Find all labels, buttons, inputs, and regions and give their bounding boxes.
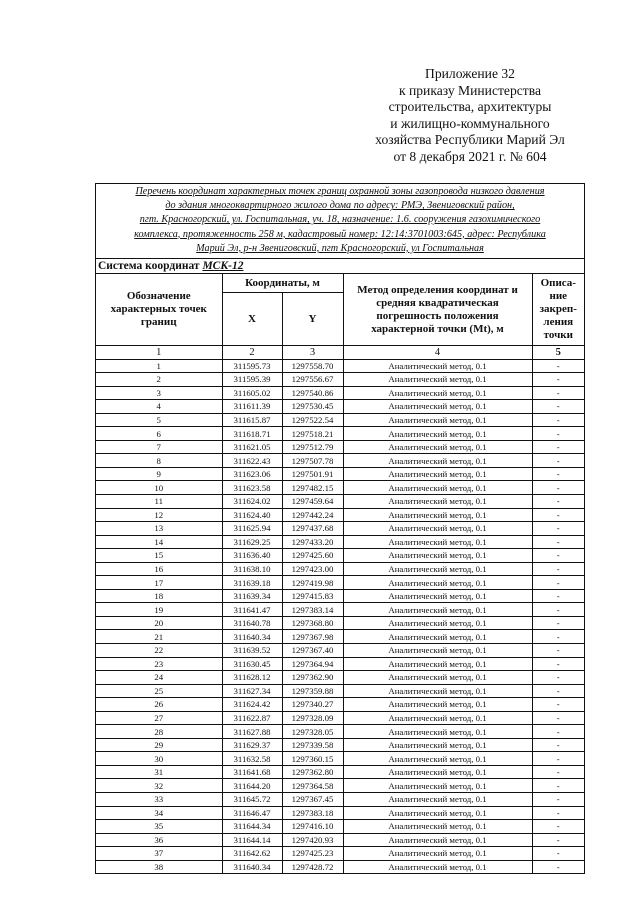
description-cell: - [532, 860, 584, 873]
point-number-cell: 13 [96, 522, 222, 536]
point-number-cell: 14 [96, 535, 222, 549]
header-y: Y [282, 293, 343, 346]
description-cell: - [532, 522, 584, 536]
header-coordinates: Координаты, м [222, 274, 343, 293]
column-number: 1 [96, 346, 222, 360]
column-number: 3 [282, 346, 343, 360]
point-number-cell: 17 [96, 576, 222, 590]
method-cell: Аналитический метод, 0.1 [343, 630, 532, 644]
x-coordinate-cell: 311621.05 [222, 440, 282, 454]
description-cell: - [532, 616, 584, 630]
description-cell: - [532, 549, 584, 563]
description-cell: - [532, 847, 584, 861]
method-cell: Аналитический метод, 0.1 [343, 779, 532, 793]
description-cell: - [532, 711, 584, 725]
y-coordinate-cell: 1297340.27 [282, 698, 343, 712]
point-number-cell: 3 [96, 386, 222, 400]
x-coordinate-cell: 311640.78 [222, 616, 282, 630]
x-coordinate-cell: 311640.34 [222, 630, 282, 644]
point-number-cell: 6 [96, 427, 222, 441]
point-number-cell: 7 [96, 440, 222, 454]
description-cell: - [532, 725, 584, 739]
x-coordinate-cell: 311624.40 [222, 508, 282, 522]
coordinate-system [96, 259, 584, 274]
coordinate-system-label: Система координат [98, 260, 200, 273]
list-description [96, 184, 584, 259]
table-row [96, 820, 584, 834]
point-number-cell: 10 [96, 481, 222, 495]
method-cell: Аналитический метод, 0.1 [343, 386, 532, 400]
table-row [96, 549, 584, 563]
point-number-cell: 20 [96, 616, 222, 630]
header-x: X [222, 293, 282, 346]
description-cell: - [532, 400, 584, 414]
table-row [96, 644, 584, 658]
description-cell: - [532, 644, 584, 658]
description-line: до здания многоквартирного жилого дома по адресу: РМЭ, Звениговский район, [165, 200, 515, 212]
method-cell: Аналитический метод, 0.1 [343, 671, 532, 685]
point-number-cell: 9 [96, 467, 222, 481]
column-numbers-row [96, 346, 584, 360]
method-cell: Аналитический метод, 0.1 [343, 806, 532, 820]
table-row [96, 793, 584, 807]
appendix-line: и жилищно-коммунального [390, 115, 550, 131]
y-coordinate-cell: 1297420.93 [282, 833, 343, 847]
appendix-line: Приложение 32 [425, 66, 515, 81]
y-coordinate-cell: 1297339.58 [282, 738, 343, 752]
y-coordinate-cell: 1297362.90 [282, 671, 343, 685]
point-number-cell: 23 [96, 657, 222, 671]
table-row [96, 765, 584, 779]
point-number-cell: 37 [96, 847, 222, 861]
y-coordinate-cell: 1297416.10 [282, 820, 343, 834]
y-coordinate-cell: 1297419.98 [282, 576, 343, 590]
method-cell: Аналитический метод, 0.1 [343, 576, 532, 590]
x-coordinate-cell: 311644.20 [222, 779, 282, 793]
description-cell: - [532, 440, 584, 454]
x-coordinate-cell: 311645.72 [222, 793, 282, 807]
x-coordinate-cell: 311611.39 [222, 400, 282, 414]
table-row [96, 413, 584, 427]
x-coordinate-cell: 311622.87 [222, 711, 282, 725]
method-cell: Аналитический метод, 0.1 [343, 427, 532, 441]
y-coordinate-cell: 1297364.58 [282, 779, 343, 793]
description-cell: - [532, 765, 584, 779]
x-coordinate-cell: 311639.52 [222, 644, 282, 658]
x-coordinate-cell: 311641.68 [222, 765, 282, 779]
point-number-cell: 2 [96, 373, 222, 387]
method-cell: Аналитический метод, 0.1 [343, 711, 532, 725]
table-row [96, 603, 584, 617]
method-cell: Аналитический метод, 0.1 [343, 738, 532, 752]
description-cell: - [532, 738, 584, 752]
method-cell: Аналитический метод, 0.1 [343, 562, 532, 576]
appendix-line: хозяйства Республики Марий Эл [375, 132, 565, 147]
point-number-cell: 36 [96, 833, 222, 847]
point-number-cell: 5 [96, 413, 222, 427]
appendix-line: к приказу Министерства [398, 82, 542, 98]
point-number-cell: 31 [96, 765, 222, 779]
table-row [96, 630, 584, 644]
point-number-cell: 25 [96, 684, 222, 698]
x-coordinate-cell: 311624.02 [222, 494, 282, 508]
method-cell: Аналитический метод, 0.1 [343, 549, 532, 563]
method-cell: Аналитический метод, 0.1 [343, 440, 532, 454]
method-cell: Аналитический метод, 0.1 [343, 413, 532, 427]
table-row [96, 508, 584, 522]
y-coordinate-cell: 1297360.15 [282, 752, 343, 766]
description-cell: - [532, 413, 584, 427]
table-row [96, 481, 584, 495]
coordinates-sheet [95, 183, 585, 874]
point-number-cell: 38 [96, 860, 222, 873]
description-cell: - [532, 630, 584, 644]
y-coordinate-cell: 1297359.88 [282, 684, 343, 698]
method-cell: Аналитический метод, 0.1 [343, 657, 532, 671]
y-coordinate-cell: 1297364.94 [282, 657, 343, 671]
y-coordinate-cell: 1297362.80 [282, 765, 343, 779]
method-cell: Аналитический метод, 0.1 [343, 847, 532, 861]
y-coordinate-cell: 1297518.21 [282, 427, 343, 441]
y-coordinate-cell: 1297367.98 [282, 630, 343, 644]
x-coordinate-cell: 311627.88 [222, 725, 282, 739]
x-coordinate-cell: 311644.14 [222, 833, 282, 847]
method-cell: Аналитический метод, 0.1 [343, 373, 532, 387]
table-row [96, 386, 584, 400]
table-row [96, 779, 584, 793]
y-coordinate-cell: 1297367.45 [282, 793, 343, 807]
point-number-cell: 15 [96, 549, 222, 563]
description-cell: - [532, 779, 584, 793]
point-number-cell: 34 [96, 806, 222, 820]
table-row [96, 359, 584, 373]
x-coordinate-cell: 311646.47 [222, 806, 282, 820]
point-number-cell: 28 [96, 725, 222, 739]
method-cell: Аналитический метод, 0.1 [343, 522, 532, 536]
appendix-line: строительства, архитектуры [388, 99, 552, 114]
point-number-cell: 16 [96, 562, 222, 576]
point-number-cell: 22 [96, 644, 222, 658]
table-row [96, 684, 584, 698]
point-number-cell: 8 [96, 454, 222, 468]
column-number: 4 [343, 346, 532, 360]
y-coordinate-cell: 1297459.64 [282, 494, 343, 508]
table-row [96, 833, 584, 847]
table-row [96, 738, 584, 752]
description-cell: - [532, 481, 584, 495]
method-cell: Аналитический метод, 0.1 [343, 833, 532, 847]
x-coordinate-cell: 311632.58 [222, 752, 282, 766]
description-line: комплекса, протяженность 258 м, кадастровый номер: 12:14:3701003:645, адрес: Республика [134, 228, 546, 240]
table-row [96, 806, 584, 820]
x-coordinate-cell: 311595.73 [222, 359, 282, 373]
x-coordinate-cell: 311595.39 [222, 373, 282, 387]
x-coordinate-cell: 311615.87 [222, 413, 282, 427]
table-row [96, 454, 584, 468]
x-coordinate-cell: 311639.34 [222, 589, 282, 603]
description-cell: - [532, 698, 584, 712]
coordinate-system-row [96, 259, 584, 274]
x-coordinate-cell: 311636.40 [222, 549, 282, 563]
description-cell: - [532, 359, 584, 373]
method-cell: Аналитический метод, 0.1 [343, 860, 532, 873]
column-number: 5 [532, 346, 584, 360]
x-coordinate-cell: 311624.42 [222, 698, 282, 712]
method-cell: Аналитический метод, 0.1 [343, 508, 532, 522]
table-row [96, 589, 584, 603]
description-line: пгт. Красногорский, ул. Госпитальная, уч. 18, назначение: 1.6. сооружения газохимического [139, 214, 541, 226]
description-line: Перечень координат характерных точек границ охранной зоны газопровода низкого давления [135, 186, 545, 197]
y-coordinate-cell: 1297383.14 [282, 603, 343, 617]
y-coordinate-cell: 1297428.72 [282, 860, 343, 873]
table-row [96, 440, 584, 454]
method-cell: Аналитический метод, 0.1 [343, 684, 532, 698]
coordinate-system-name: МСК-12 [202, 260, 244, 273]
point-number-cell: 33 [96, 793, 222, 807]
point-number-cell: 24 [96, 671, 222, 685]
description-cell: - [532, 603, 584, 617]
x-coordinate-cell: 311630.45 [222, 657, 282, 671]
header-method: Метод определения координат и средняя квадратическая погрешность положения характерной точки (Mt), м [343, 274, 532, 346]
table-row [96, 373, 584, 387]
table-row [96, 752, 584, 766]
x-coordinate-cell: 311605.02 [222, 386, 282, 400]
description-cell: - [532, 467, 584, 481]
y-coordinate-cell: 1297415.83 [282, 589, 343, 603]
column-number: 2 [222, 346, 282, 360]
y-coordinate-cell: 1297556.67 [282, 373, 343, 387]
method-cell: Аналитический метод, 0.1 [343, 616, 532, 630]
x-coordinate-cell: 311639.18 [222, 576, 282, 590]
y-coordinate-cell: 1297482.15 [282, 481, 343, 495]
description-cell: - [532, 427, 584, 441]
x-coordinate-cell: 311625.94 [222, 522, 282, 536]
point-number-cell: 35 [96, 820, 222, 834]
method-cell: Аналитический метод, 0.1 [343, 725, 532, 739]
table-row [96, 562, 584, 576]
method-cell: Аналитический метод, 0.1 [343, 820, 532, 834]
description-cell: - [532, 562, 584, 576]
y-coordinate-cell: 1297367.40 [282, 644, 343, 658]
point-number-cell: 27 [96, 711, 222, 725]
appendix-line: от 8 декабря 2021 г. № 604 [393, 148, 547, 164]
x-coordinate-cell: 311629.25 [222, 535, 282, 549]
description-cell: - [532, 806, 584, 820]
y-coordinate-cell: 1297558.70 [282, 359, 343, 373]
point-number-cell: 21 [96, 630, 222, 644]
method-cell: Аналитический метод, 0.1 [343, 589, 532, 603]
description-cell: - [532, 454, 584, 468]
method-cell: Аналитический метод, 0.1 [343, 467, 532, 481]
y-coordinate-cell: 1297522.54 [282, 413, 343, 427]
description-cell: - [532, 752, 584, 766]
table-row [96, 725, 584, 739]
x-coordinate-cell: 311629.37 [222, 738, 282, 752]
x-coordinate-cell: 311622.43 [222, 454, 282, 468]
point-number-cell: 1 [96, 359, 222, 373]
description-cell: - [532, 589, 584, 603]
point-number-cell: 12 [96, 508, 222, 522]
x-coordinate-cell: 311623.58 [222, 481, 282, 495]
x-coordinate-cell: 311628.12 [222, 671, 282, 685]
method-cell: Аналитический метод, 0.1 [343, 359, 532, 373]
table-body [96, 359, 584, 873]
method-cell: Аналитический метод, 0.1 [343, 698, 532, 712]
method-cell: Аналитический метод, 0.1 [343, 603, 532, 617]
y-coordinate-cell: 1297501.91 [282, 467, 343, 481]
point-number-cell: 4 [96, 400, 222, 414]
table-row [96, 847, 584, 861]
point-number-cell: 11 [96, 494, 222, 508]
x-coordinate-cell: 311640.34 [222, 860, 282, 873]
table-row [96, 467, 584, 481]
x-coordinate-cell: 311627.34 [222, 684, 282, 698]
x-coordinate-cell: 311641.47 [222, 603, 282, 617]
table-row [96, 616, 584, 630]
y-coordinate-cell: 1297368.80 [282, 616, 343, 630]
description-cell: - [532, 576, 584, 590]
x-coordinate-cell: 311618.71 [222, 427, 282, 441]
point-number-cell: 29 [96, 738, 222, 752]
y-coordinate-cell: 1297328.05 [282, 725, 343, 739]
x-coordinate-cell: 311638.10 [222, 562, 282, 576]
method-cell: Аналитический метод, 0.1 [343, 752, 532, 766]
method-cell: Аналитический метод, 0.1 [343, 454, 532, 468]
x-coordinate-cell: 311623.06 [222, 467, 282, 481]
point-number-cell: 32 [96, 779, 222, 793]
coordinates-table [96, 259, 584, 873]
header-row [96, 274, 584, 293]
table-row [96, 657, 584, 671]
method-cell: Аналитический метод, 0.1 [343, 494, 532, 508]
x-coordinate-cell: 311642.62 [222, 847, 282, 861]
y-coordinate-cell: 1297507.78 [282, 454, 343, 468]
table-row [96, 400, 584, 414]
point-number-cell: 19 [96, 603, 222, 617]
y-coordinate-cell: 1297442.24 [282, 508, 343, 522]
y-coordinate-cell: 1297425.60 [282, 549, 343, 563]
y-coordinate-cell: 1297423.00 [282, 562, 343, 576]
description-cell: - [532, 671, 584, 685]
y-coordinate-cell: 1297383.18 [282, 806, 343, 820]
y-coordinate-cell: 1297530.45 [282, 400, 343, 414]
y-coordinate-cell: 1297433.20 [282, 535, 343, 549]
method-cell: Аналитический метод, 0.1 [343, 765, 532, 779]
table-row [96, 427, 584, 441]
method-cell: Аналитический метод, 0.1 [343, 400, 532, 414]
table-row [96, 698, 584, 712]
table-row [96, 576, 584, 590]
y-coordinate-cell: 1297328.09 [282, 711, 343, 725]
point-number-cell: 18 [96, 589, 222, 603]
description-cell: - [532, 793, 584, 807]
y-coordinate-cell: 1297437.68 [282, 522, 343, 536]
description-cell: - [532, 373, 584, 387]
description-cell: - [532, 535, 584, 549]
table-row [96, 860, 584, 873]
y-coordinate-cell: 1297425.23 [282, 847, 343, 861]
method-cell: Аналитический метод, 0.1 [343, 644, 532, 658]
table-row [96, 535, 584, 549]
method-cell: Аналитический метод, 0.1 [343, 481, 532, 495]
description-cell: - [532, 820, 584, 834]
description-cell: - [532, 657, 584, 671]
description-cell: - [532, 508, 584, 522]
table-row [96, 671, 584, 685]
table-row [96, 522, 584, 536]
description-cell: - [532, 494, 584, 508]
method-cell: Аналитический метод, 0.1 [343, 793, 532, 807]
description-cell: - [532, 833, 584, 847]
description-cell: - [532, 386, 584, 400]
point-number-cell: 26 [96, 698, 222, 712]
x-coordinate-cell: 311644.34 [222, 820, 282, 834]
y-coordinate-cell: 1297512.79 [282, 440, 343, 454]
appendix-header [340, 66, 600, 165]
description-line: Марий Эл, р-н Звениговский, пгт Красногорский, ул Госпитальная [196, 242, 484, 254]
header-point: Обозначение характерных точек границ [96, 274, 222, 346]
table-row [96, 494, 584, 508]
description-cell: - [532, 684, 584, 698]
method-cell: Аналитический метод, 0.1 [343, 535, 532, 549]
header-description: Описа-ние закреп-ления точки [532, 274, 584, 346]
table-row [96, 711, 584, 725]
y-coordinate-cell: 1297540.86 [282, 386, 343, 400]
point-number-cell: 30 [96, 752, 222, 766]
